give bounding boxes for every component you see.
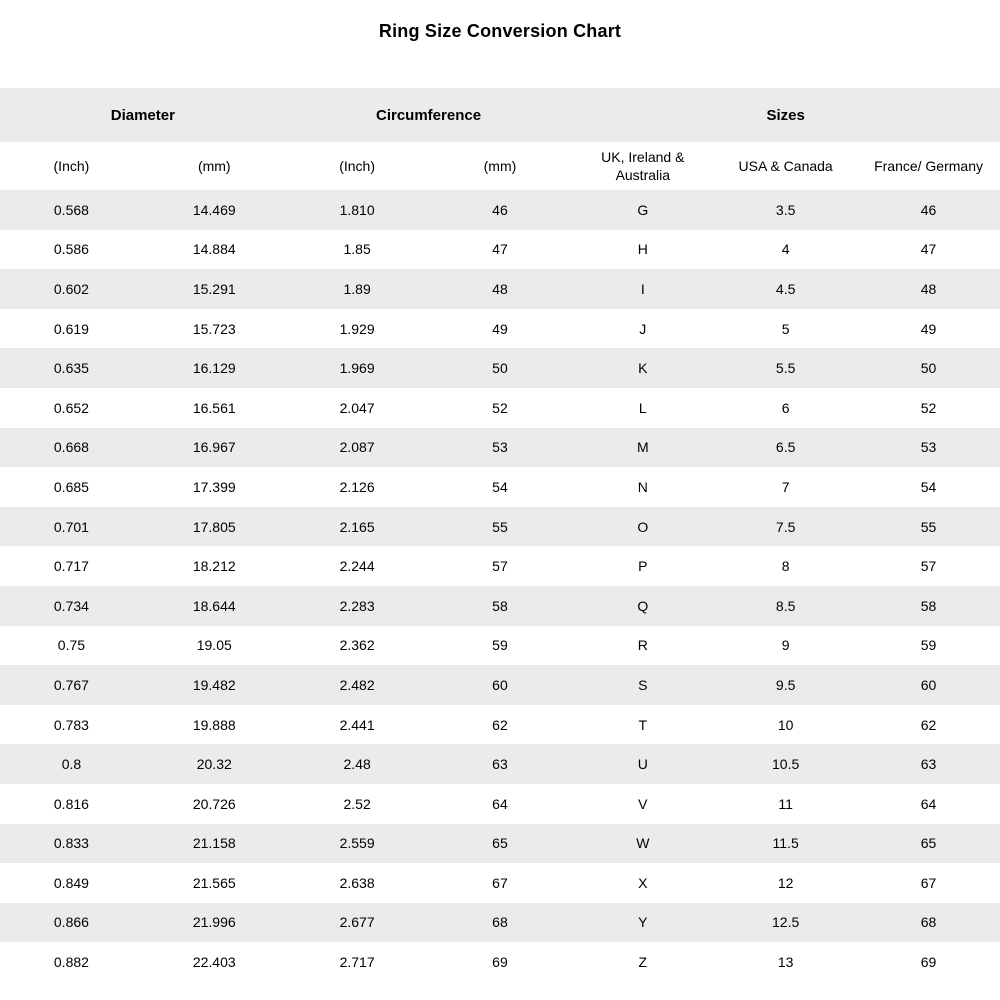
- table-cell: 67: [492, 874, 508, 891]
- table-cell: 67: [920, 874, 937, 891]
- table-cell: 46: [492, 201, 508, 218]
- table-cell: 0.849: [53, 874, 89, 891]
- group-header-sizes: Sizes: [571, 88, 1000, 142]
- table-row: [0, 428, 1000, 468]
- table-cell: 54: [920, 478, 937, 495]
- table-cell: J: [639, 320, 647, 337]
- table-cell: 2.441: [339, 716, 375, 733]
- table-cell: 2.559: [339, 835, 375, 852]
- table-cell: 0.668: [53, 439, 89, 456]
- table-cell: 2.047: [339, 399, 375, 416]
- table-cell: S: [638, 676, 648, 693]
- table-cell: 1.969: [339, 360, 375, 377]
- table-cell: 4.5: [775, 280, 796, 297]
- table-cell: 55: [920, 518, 937, 535]
- table-cell: 0.882: [53, 954, 89, 971]
- table-cell: 17.399: [192, 478, 236, 495]
- table-cell: 60: [920, 676, 937, 693]
- table-cell: 2.52: [343, 795, 371, 812]
- table-cell: 62: [492, 716, 508, 733]
- table-cell: 0.816: [53, 795, 89, 812]
- table-cell: 12: [777, 874, 794, 891]
- table-cell: 2.087: [339, 439, 375, 456]
- table-cell: 4: [781, 241, 790, 258]
- table-cell: 0.635: [53, 360, 89, 377]
- column-header: (mm): [143, 142, 286, 190]
- table-cell: 20.726: [192, 795, 236, 812]
- table-cell: 65: [492, 835, 508, 852]
- table-row: [0, 507, 1000, 547]
- table-cell: V: [638, 795, 648, 812]
- table-cell: 0.75: [57, 637, 86, 654]
- table-cell: 48: [920, 280, 937, 297]
- table-cell: 6: [781, 399, 790, 416]
- table-cell: 15.291: [192, 280, 236, 297]
- table-cell: K: [638, 360, 648, 377]
- table-cell: 0.833: [53, 835, 89, 852]
- table-cell: 11.5: [772, 835, 799, 852]
- table-cell: 50: [920, 360, 937, 377]
- table-cell: 10.5: [772, 756, 800, 773]
- table-cell: 9.5: [775, 676, 796, 693]
- table-cell: 68: [492, 914, 508, 931]
- table-cell: 1.89: [343, 280, 371, 297]
- table-cell: 10: [777, 716, 794, 733]
- table-cell: 2.482: [339, 676, 375, 693]
- table-cell: 1.929: [339, 320, 375, 337]
- table-cell: 3.5: [775, 201, 796, 218]
- table-cell: 69: [920, 954, 937, 971]
- table-cell: U: [637, 756, 648, 773]
- table-row: [0, 824, 1000, 864]
- table-cell: 22.403: [192, 954, 236, 971]
- table-cell: 0.568: [53, 201, 89, 218]
- table-cell: 49: [920, 320, 937, 337]
- table-row: [0, 190, 1000, 230]
- table-row: [0, 348, 1000, 388]
- table-cell: 21.158: [192, 835, 236, 852]
- table-cell: 19.05: [196, 637, 232, 654]
- table-cell: 0.685: [53, 478, 89, 495]
- table-row: [0, 903, 1000, 943]
- table-cell: R: [637, 637, 648, 654]
- table-cell: 0.602: [53, 280, 89, 297]
- column-header: (mm): [429, 142, 572, 190]
- table-cell: 18.212: [192, 558, 236, 575]
- table-cell: 19.482: [192, 676, 236, 693]
- table-cell: 58: [492, 597, 508, 614]
- table-cell: 0.717: [53, 558, 89, 575]
- table-cell: 16.561: [192, 399, 236, 416]
- column-header: (Inch): [0, 142, 143, 190]
- table-cell: N: [637, 478, 648, 495]
- table-row: [0, 388, 1000, 428]
- table-cell: 47: [920, 241, 937, 258]
- table-cell: 2.126: [339, 478, 375, 495]
- table-cell: 64: [492, 795, 508, 812]
- table-row: [0, 705, 1000, 745]
- table-body: [0, 190, 1000, 982]
- table-cell: 13: [777, 954, 794, 971]
- table-cell: 47: [492, 241, 508, 258]
- table-cell: 0.619: [53, 320, 89, 337]
- table-cell: O: [637, 518, 649, 535]
- table-cell: 53: [492, 439, 508, 456]
- table-cell: 0.734: [53, 597, 89, 614]
- group-header-row: [0, 88, 1000, 142]
- table-cell: 14.884: [192, 241, 236, 258]
- group-header-circumference: Circumference: [286, 88, 572, 142]
- table-cell: 12.5: [772, 914, 800, 931]
- table-cell: 58: [920, 597, 937, 614]
- table-cell: 0.783: [53, 716, 89, 733]
- table-cell: 0.866: [53, 914, 89, 931]
- table-cell: 63: [492, 756, 508, 773]
- table-cell: 52: [492, 399, 508, 416]
- table-cell: 0.8: [61, 756, 82, 773]
- table-cell: 20.32: [196, 756, 232, 773]
- column-header: France/ Germany: [857, 142, 1000, 190]
- table-cell: 48: [492, 280, 508, 297]
- table-cell: H: [637, 241, 648, 258]
- table-row: [0, 942, 1000, 982]
- table-cell: 59: [492, 637, 508, 654]
- table-cell: 0.767: [53, 676, 89, 693]
- table-cell: 57: [492, 558, 508, 575]
- table-cell: 5: [781, 320, 790, 337]
- table-cell: 63: [920, 756, 937, 773]
- table-cell: T: [638, 716, 648, 733]
- table-cell: 16.129: [192, 360, 236, 377]
- table-row: [0, 230, 1000, 270]
- table-cell: 8: [781, 558, 790, 575]
- table-row: [0, 626, 1000, 666]
- table-cell: 62: [920, 716, 937, 733]
- table-cell: 14.469: [192, 201, 236, 218]
- table-cell: 2.638: [339, 874, 375, 891]
- table-cell: 7: [781, 478, 790, 495]
- table-cell: Y: [638, 914, 648, 931]
- table-cell: 65: [920, 835, 937, 852]
- table-cell: 50: [492, 360, 508, 377]
- sub-header-row: [0, 142, 1000, 190]
- table-cell: 60: [492, 676, 508, 693]
- table-cell: 21.565: [192, 874, 236, 891]
- table-cell: 8.5: [775, 597, 796, 614]
- table-cell: 57: [920, 558, 937, 575]
- table-cell: 69: [492, 954, 508, 971]
- table-cell: 21.996: [192, 914, 236, 931]
- table-cell: 15.723: [192, 320, 236, 337]
- table-cell: 55: [492, 518, 508, 535]
- table-cell: 53: [920, 439, 937, 456]
- table-cell: 1.85: [343, 241, 371, 258]
- table-cell: 0.701: [53, 518, 89, 535]
- table-cell: M: [636, 439, 649, 456]
- table-row: [0, 546, 1000, 586]
- page-title: Ring Size Conversion Chart: [378, 21, 622, 41]
- table-cell: 52: [920, 399, 937, 416]
- table-cell: 2.165: [339, 518, 375, 535]
- table-row: [0, 309, 1000, 349]
- table-cell: W: [636, 835, 650, 852]
- table-cell: 11: [778, 795, 793, 812]
- table-cell: 18.644: [192, 597, 236, 614]
- column-header: UK, Ireland & Australia: [571, 142, 714, 190]
- table-row: [0, 744, 1000, 784]
- table-row: [0, 467, 1000, 507]
- column-header: (Inch): [286, 142, 429, 190]
- column-header: USA & Canada: [714, 142, 857, 190]
- table-cell: X: [638, 874, 648, 891]
- table-cell: 19.888: [192, 716, 236, 733]
- table-head: [0, 88, 1000, 190]
- table-row: [0, 784, 1000, 824]
- table-cell: 54: [492, 478, 508, 495]
- table-cell: 59: [920, 637, 937, 654]
- table-cell: 2.717: [339, 954, 375, 971]
- table-cell: Z: [638, 954, 648, 971]
- table-cell: 16.967: [192, 439, 236, 456]
- table-row: [0, 863, 1000, 903]
- table-cell: G: [637, 201, 649, 218]
- table-cell: 2.677: [339, 914, 375, 931]
- table-cell: 9: [781, 637, 790, 654]
- table-cell: 6.5: [775, 439, 796, 456]
- table-cell: 17.805: [192, 518, 236, 535]
- table-cell: 49: [492, 320, 508, 337]
- table-cell: 46: [920, 201, 937, 218]
- table-row: [0, 269, 1000, 309]
- table-cell: 2.362: [339, 637, 375, 654]
- table-cell: 2.244: [339, 558, 375, 575]
- table-cell: 68: [920, 914, 937, 931]
- table-row: [0, 586, 1000, 626]
- table-cell: 5.5: [775, 360, 796, 377]
- table-cell: Q: [637, 597, 649, 614]
- table-cell: P: [638, 558, 648, 575]
- table-cell: I: [640, 280, 645, 297]
- table-cell: 0.586: [53, 241, 89, 258]
- table-cell: 0.652: [53, 399, 89, 416]
- ring-size-conversion-table: [0, 88, 1000, 982]
- table-cell: 2.283: [339, 597, 375, 614]
- group-header-diameter: Diameter: [0, 88, 286, 142]
- table-cell: L: [638, 399, 647, 416]
- table-cell: 1.810: [339, 201, 375, 218]
- table-cell: 7.5: [775, 518, 796, 535]
- table-cell: 64: [920, 795, 937, 812]
- table-row: [0, 665, 1000, 705]
- table-cell: 2.48: [343, 756, 371, 773]
